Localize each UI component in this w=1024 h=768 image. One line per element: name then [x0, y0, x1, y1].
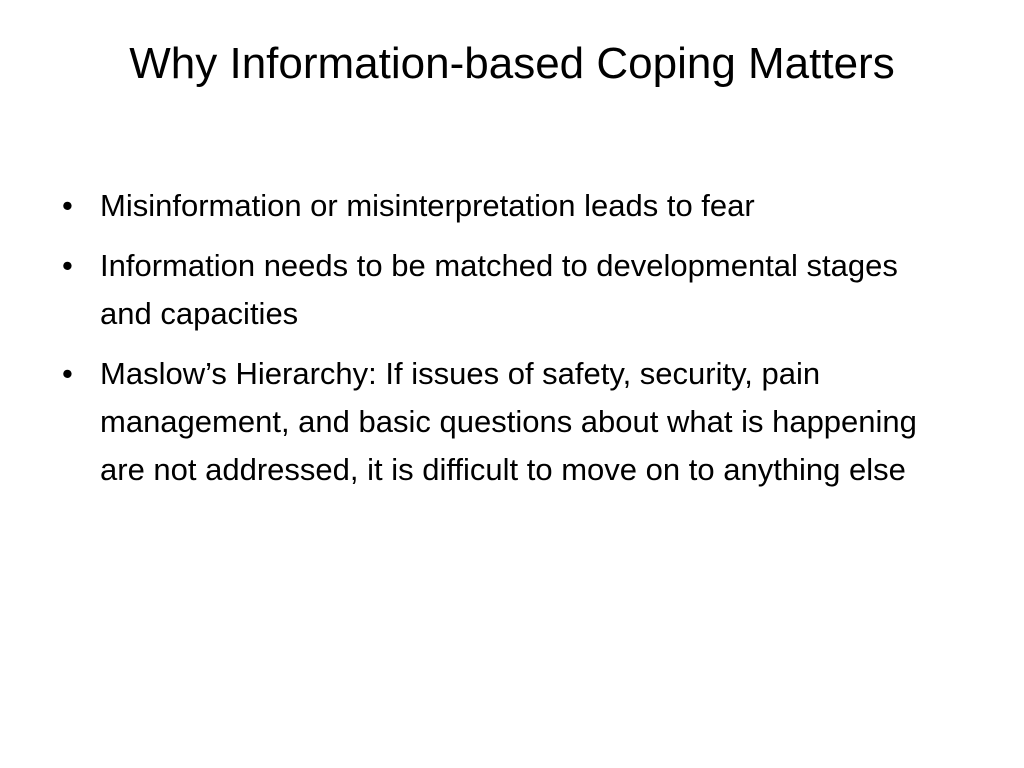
bullet-icon: • — [62, 188, 73, 223]
bullet-text: Misinformation or misinterpretation leads to fear — [100, 188, 755, 223]
bullet-text: Information needs to be matched to developmental stages and capacities — [100, 248, 898, 331]
bullet-item — [56, 242, 956, 338]
bullet-text: Maslow’s Hierarchy: If issues of safety, security, pain management, and basic questions about what is happening are not addressed, it is difficult to move on to anything else — [100, 356, 917, 487]
bullet-icon: • — [62, 248, 73, 283]
bullet-icon: • — [62, 356, 73, 391]
bullet-item — [56, 182, 956, 230]
slide-title: Why Information-based Coping Matters — [129, 39, 895, 88]
bullet-list — [56, 182, 956, 506]
bullet-item — [56, 350, 956, 494]
